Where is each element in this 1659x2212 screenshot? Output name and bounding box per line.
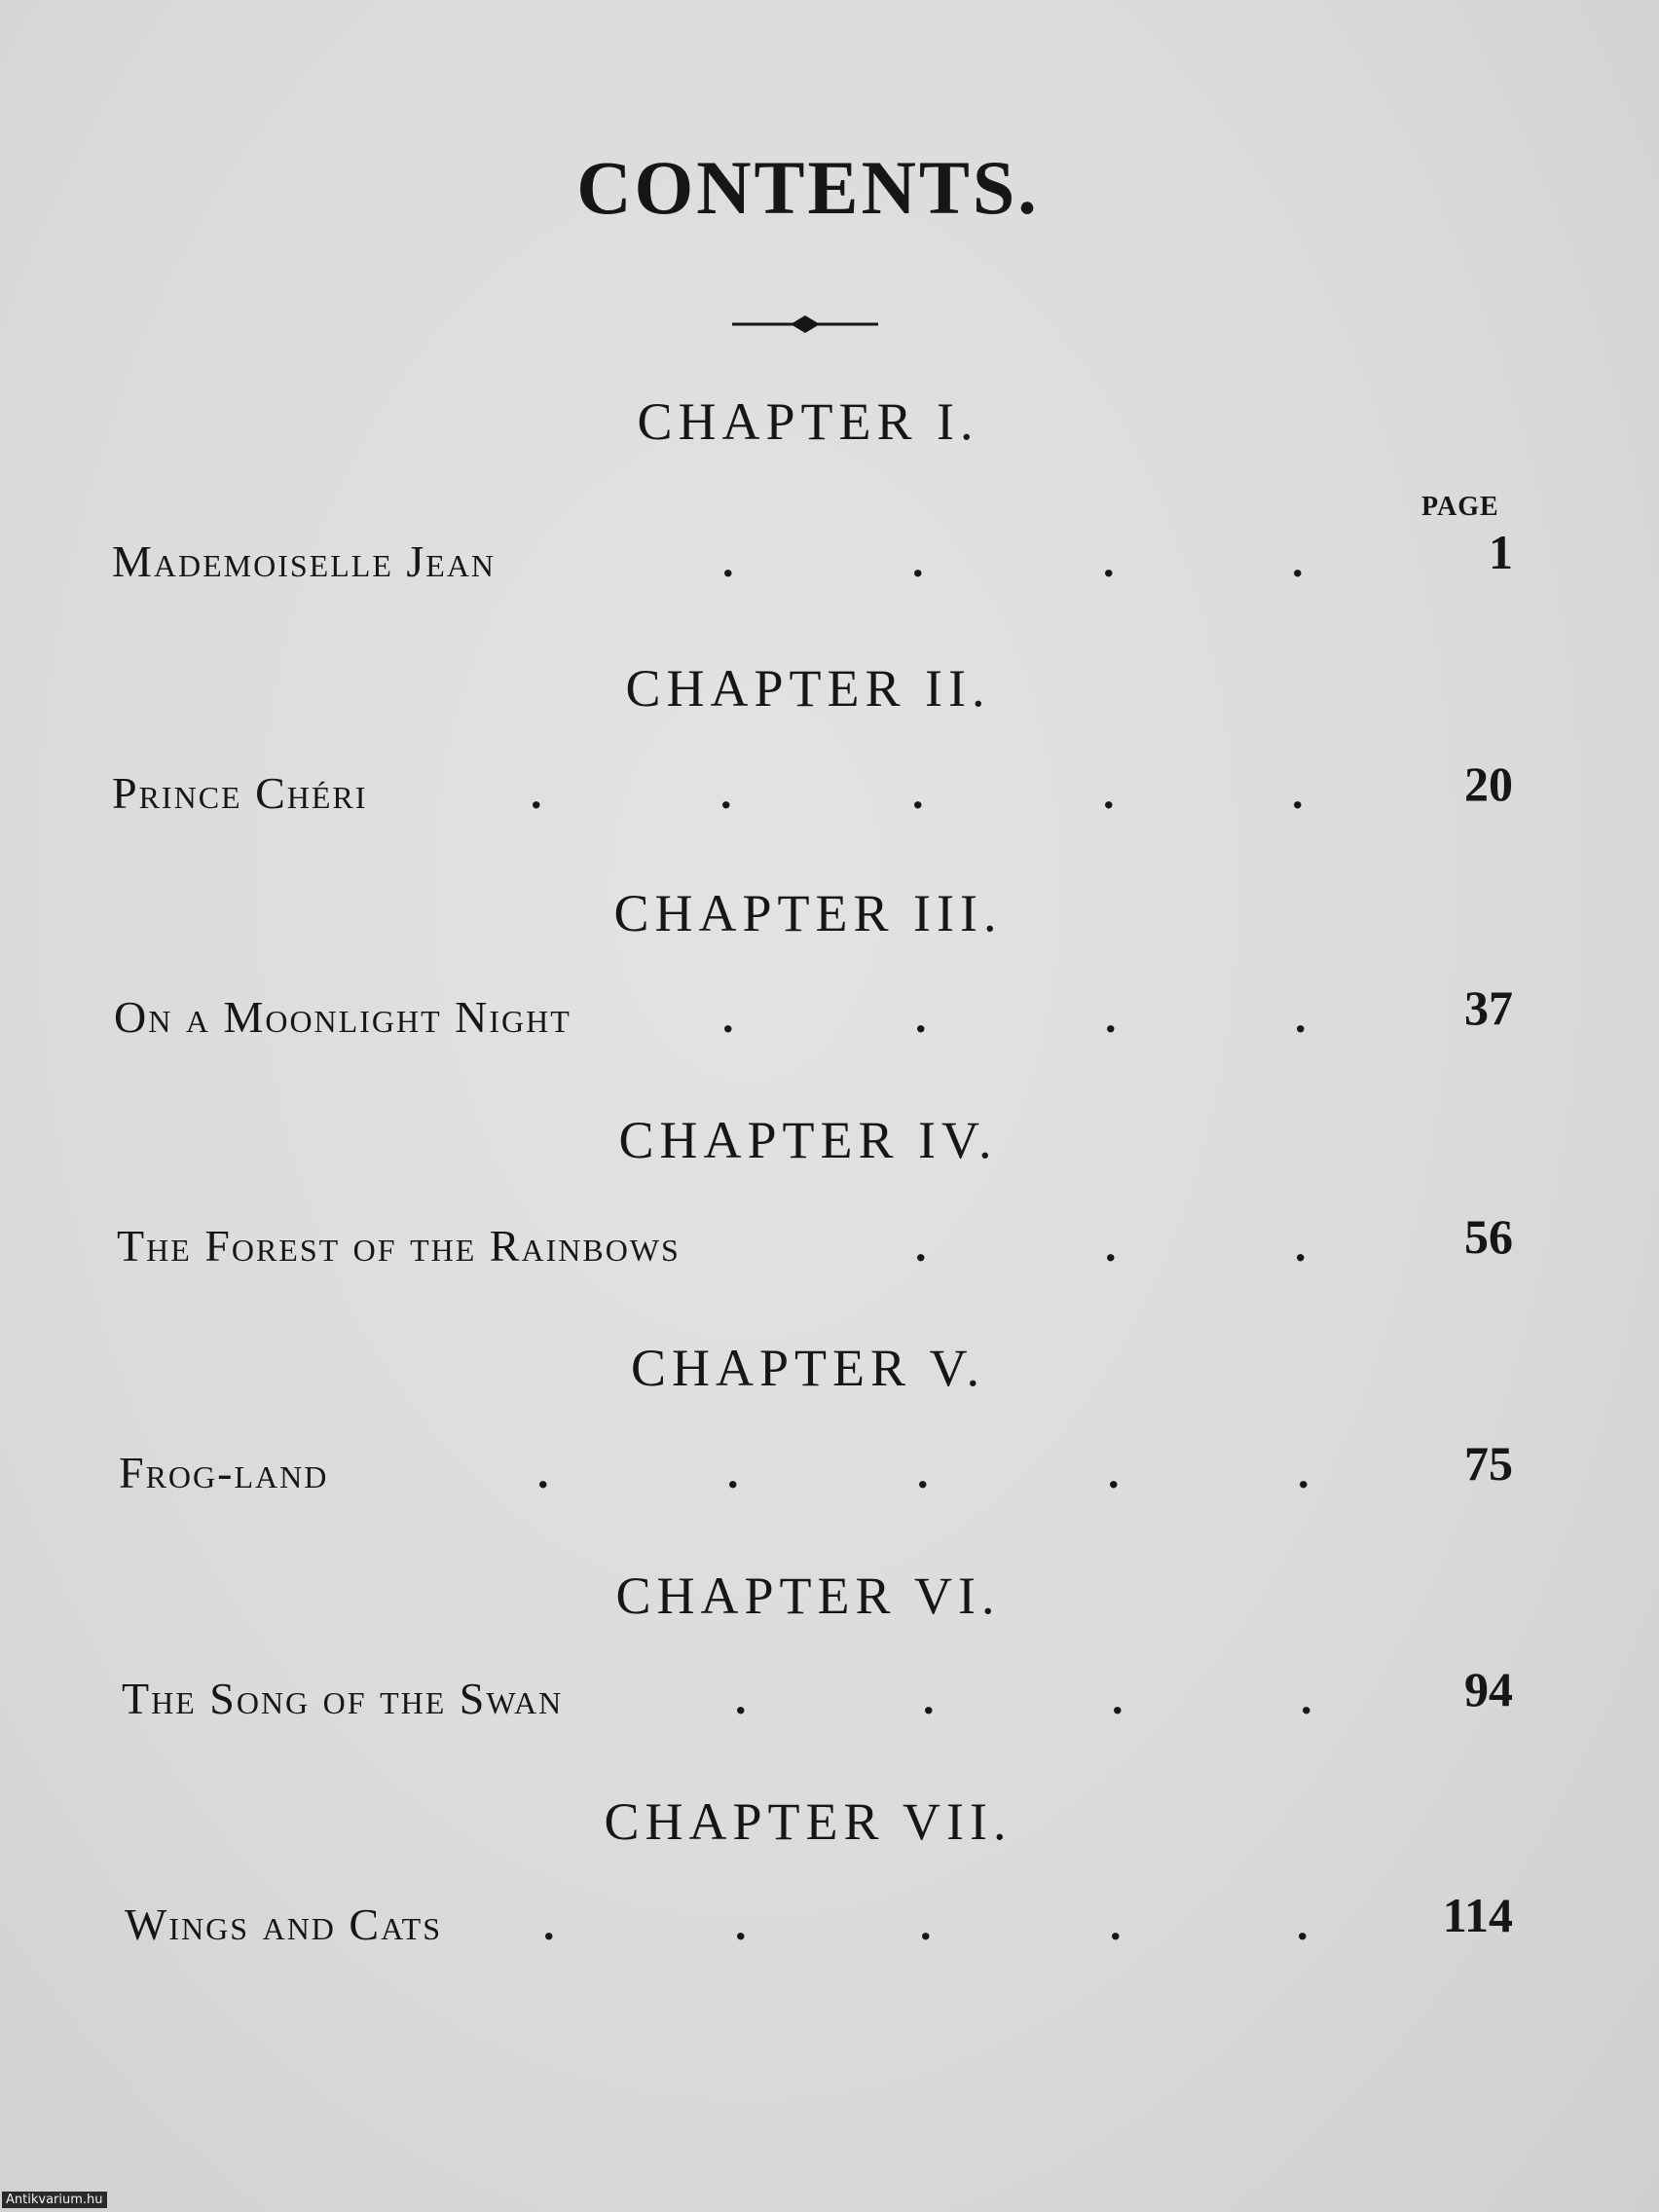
chapter-heading-4: CHAPTER IV.	[618, 1111, 998, 1169]
leader-dot: .	[915, 1221, 927, 1271]
entry-page-number: 114	[1442, 1888, 1513, 1942]
chapter-heading-6: CHAPTER VI.	[615, 1567, 1001, 1625]
toc-entry-4[interactable]	[0, 1209, 1659, 1288]
leader-dot: .	[1103, 536, 1115, 586]
leader-dot: .	[1292, 536, 1304, 586]
entry-title: The Song of the Swan	[122, 1674, 564, 1723]
leader-dot: .	[1112, 1674, 1124, 1723]
leader-dot: .	[1301, 1674, 1312, 1723]
leader-dot: .	[722, 536, 734, 586]
entry-title: On a Moonlight Night	[114, 992, 571, 1042]
leader-dot: .	[722, 992, 734, 1042]
leader-dot: .	[1297, 1899, 1309, 1949]
leader-dot: .	[1295, 992, 1307, 1042]
entry-page-number: 1	[1489, 525, 1513, 579]
toc-entry-7[interactable]	[0, 1888, 1659, 1967]
ornament-divider-icon	[732, 310, 878, 339]
chapter-heading-1: CHAPTER I.	[637, 392, 979, 451]
entry-page-number: 20	[1464, 756, 1513, 811]
entry-page-number: 37	[1464, 980, 1513, 1035]
leader-dot: .	[720, 768, 732, 818]
leader-dot: .	[1295, 1221, 1307, 1271]
leader-dot: .	[1298, 1448, 1309, 1497]
page-column-label: PAGE	[1421, 492, 1499, 522]
leader-dot: .	[1292, 768, 1304, 818]
leader-dot: .	[912, 768, 924, 818]
contents-title: CONTENTS.	[576, 145, 1040, 230]
chapter-heading-7: CHAPTER VII.	[604, 1792, 1013, 1851]
leader-dot: .	[735, 1674, 747, 1723]
leader-dot: .	[917, 1448, 929, 1497]
leader-dot: .	[915, 992, 927, 1042]
leader-dot: .	[1110, 1899, 1122, 1949]
leader-dot: .	[537, 1448, 549, 1497]
leader-dot: .	[735, 1899, 747, 1949]
chapter-heading-2: CHAPTER II.	[625, 659, 991, 718]
chapter-heading-3: CHAPTER III.	[613, 884, 1003, 942]
toc-entry-5[interactable]	[0, 1436, 1659, 1515]
leader-dot: .	[531, 768, 542, 818]
toc-entry-2[interactable]	[0, 756, 1659, 835]
entry-page-number: 75	[1464, 1436, 1513, 1491]
entry-page-number: 94	[1464, 1662, 1513, 1716]
toc-entry-3[interactable]	[0, 980, 1659, 1059]
entry-title: Mademoiselle Jean	[112, 536, 497, 586]
leader-dot: .	[1105, 1221, 1117, 1271]
chapter-heading-5: CHAPTER V.	[630, 1339, 986, 1397]
leader-dot: .	[543, 1899, 555, 1949]
entry-page-number: 56	[1464, 1209, 1513, 1264]
leader-dot: .	[920, 1899, 932, 1949]
toc-entry-1[interactable]	[0, 525, 1659, 604]
leader-dot: .	[912, 536, 924, 586]
leader-dot: .	[1103, 768, 1115, 818]
leader-dot: .	[1108, 1448, 1120, 1497]
leader-dot: .	[1105, 992, 1117, 1042]
watermark-label: Antikvarium.hu	[2, 2192, 107, 2208]
leader-dot: .	[727, 1448, 739, 1497]
toc-entry-6[interactable]	[0, 1662, 1659, 1741]
entry-title: The Forest of the Rainbows	[117, 1221, 681, 1271]
entry-title: Frog-land	[119, 1448, 329, 1497]
leader-dot: .	[923, 1674, 935, 1723]
entry-title: Prince Chéri	[112, 768, 368, 818]
entry-title: Wings and Cats	[125, 1899, 443, 1949]
